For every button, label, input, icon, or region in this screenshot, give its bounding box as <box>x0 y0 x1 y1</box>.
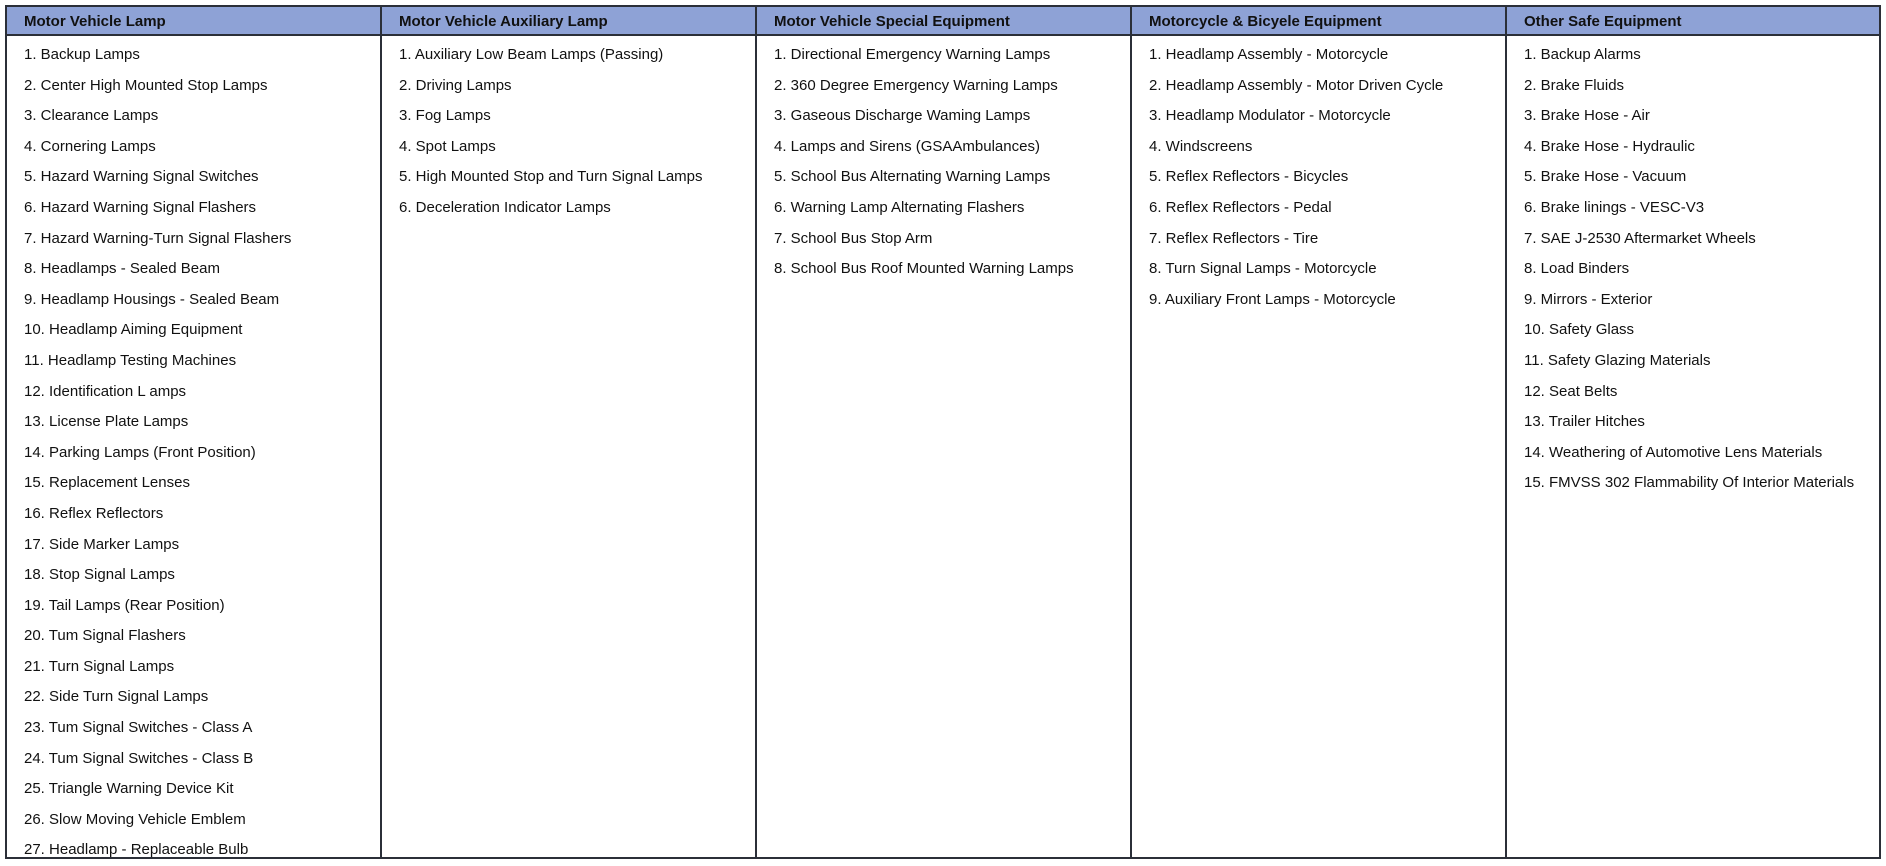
list-item: 2. Driving Lamps <box>399 76 512 94</box>
list-item: 13. Trailer Hitches <box>1524 413 1645 431</box>
list-item: 3. Clearance Lamps <box>24 107 159 125</box>
list-item: 5. High Mounted Stop and Turn Signal Lamps <box>399 168 703 186</box>
list-item: 5. School Bus Alternating Warning Lamps <box>774 168 1051 186</box>
list-item: 14. Parking Lamps (Front Position) <box>24 443 256 461</box>
list-item: 17. Side Marker Lamps <box>24 535 180 553</box>
list-item: 27. Headlamp - Replaceable Bulb <box>24 841 249 859</box>
list-item: 3. Headlamp Modulator - Motorcycle <box>1149 107 1391 125</box>
column-header: Motor Vehicle Lamp <box>7 7 380 36</box>
list-item: 10. Headlamp Aiming Equipment <box>24 321 243 339</box>
list-item: 6. Hazard Warning Signal Flashers <box>24 198 257 216</box>
list-item: 20. Tum Signal Flashers <box>24 627 186 645</box>
list-item: 8. School Bus Roof Mounted Warning Lamps <box>774 260 1074 278</box>
column-list <box>382 36 755 224</box>
list-item: 7. SAE J-2530 Aftermarket Wheels <box>1524 229 1756 247</box>
list-item: 4. Lamps and Sirens (GSAAmbulances) <box>774 137 1040 155</box>
column-motor-vehicle-special-equipment <box>757 7 1132 857</box>
list-item: 3. Brake Hose - Air <box>1524 107 1650 125</box>
list-item: 6. Deceleration Indicator Lamps <box>399 198 611 216</box>
list-item: 9. Auxiliary Front Lamps - Motorcycle <box>1149 290 1396 308</box>
list-item: 13. License Plate Lamps <box>24 413 189 431</box>
list-item: 5. Hazard Warning Signal Switches <box>24 168 259 186</box>
list-item: 24. Tum Signal Switches - Class B <box>24 749 254 767</box>
list-item: 7. Reflex Reflectors - Tire <box>1149 229 1319 247</box>
column-header: Other Safe Equipment <box>1507 7 1879 36</box>
list-item: 10. Safety Glass <box>1524 321 1635 339</box>
list-item: 3. Fog Lamps <box>399 107 491 125</box>
list-item: 19. Tail Lamps (Rear Position) <box>24 596 225 614</box>
list-item: 2. Brake Fluids <box>1524 76 1625 94</box>
column-header: Motorcycle & Bicyele Equipment <box>1132 7 1505 36</box>
list-item: 25. Triangle Warning Device Kit <box>24 780 234 798</box>
column-header: Motor Vehicle Special Equipment <box>757 7 1130 36</box>
list-item: 5. Brake Hose - Vacuum <box>1524 168 1687 186</box>
list-item: 22. Side Turn Signal Lamps <box>24 688 209 706</box>
list-item: 2. Center High Mounted Stop Lamps <box>24 76 268 94</box>
list-item: 1. Directional Emergency Warning Lamps <box>774 46 1051 63</box>
list-item: 15. FMVSS 302 Flammability Of Interior Materials <box>1524 474 1855 492</box>
list-item: 4. Spot Lamps <box>399 137 496 155</box>
column-list <box>1507 36 1879 499</box>
list-item: 4. Windscreens <box>1149 137 1253 155</box>
list-item: 14. Weathering of Automotive Lens Materials <box>1524 443 1823 461</box>
list-item: 15. Replacement Lenses <box>24 474 190 492</box>
list-item: 12. Seat Belts <box>1524 382 1618 400</box>
column-list <box>757 36 1130 285</box>
list-item: 2. Headlamp Assembly - Motor Driven Cycle <box>1149 76 1444 94</box>
list-item: 9. Mirrors - Exterior <box>1524 290 1653 308</box>
list-item: 3. Gaseous Discharge Waming Lamps <box>774 107 1031 125</box>
column-motor-vehicle-auxiliary-lamp <box>382 7 757 857</box>
column-list <box>1132 36 1505 315</box>
list-item: 26. Slow Moving Vehicle Emblem <box>24 810 246 828</box>
list-item: 16. Reflex Reflectors <box>24 504 164 522</box>
list-item: 23. Tum Signal Switches - Class A <box>24 719 253 737</box>
column-header: Motor Vehicle Auxiliary Lamp <box>382 7 755 36</box>
list-item: 1. Headlamp Assembly - Motorcycle <box>1149 46 1389 63</box>
equipment-table <box>5 5 1881 859</box>
column-motor-vehicle-lamp <box>7 7 382 857</box>
list-item: 7. Hazard Warning-Turn Signal Flashers <box>24 229 292 247</box>
list-item: 4. Brake Hose - Hydraulic <box>1524 137 1695 155</box>
column-motorcycle-bicycle-equipment <box>1132 7 1507 857</box>
list-item: 7. School Bus Stop Arm <box>774 229 933 247</box>
list-item: 11. Headlamp Testing Machines <box>24 351 237 369</box>
list-item: 2. 360 Degree Emergency Warning Lamps <box>774 76 1058 94</box>
list-item: 1. Backup Lamps <box>24 46 140 63</box>
list-item: 21. Turn Signal Lamps <box>24 657 175 675</box>
list-item: 8. Load Binders <box>1524 260 1630 278</box>
list-item: 8. Headlamps - Sealed Beam <box>24 260 220 278</box>
list-item: 1. Backup Alarms <box>1524 46 1641 63</box>
list-item: 6. Reflex Reflectors - Pedal <box>1149 198 1332 216</box>
list-item: 1. Auxiliary Low Beam Lamps (Passing) <box>399 46 664 63</box>
list-item: 9. Headlamp Housings - Sealed Beam <box>24 290 280 308</box>
list-item: 12. Identification L amps <box>24 382 187 400</box>
column-other-safe-equipment <box>1507 7 1879 857</box>
list-item: 5. Reflex Reflectors - Bicycles <box>1149 168 1349 186</box>
list-item: 6. Brake linings - VESC-V3 <box>1524 198 1705 216</box>
list-item: 4. Cornering Lamps <box>24 137 156 155</box>
list-item: 11. Safety Glazing Materials <box>1524 351 1711 369</box>
list-item: 8. Turn Signal Lamps - Motorcycle <box>1149 260 1377 278</box>
list-item: 18. Stop Signal Lamps <box>24 566 175 584</box>
column-list <box>7 36 380 866</box>
list-item: 6. Warning Lamp Alternating Flashers <box>774 198 1025 216</box>
